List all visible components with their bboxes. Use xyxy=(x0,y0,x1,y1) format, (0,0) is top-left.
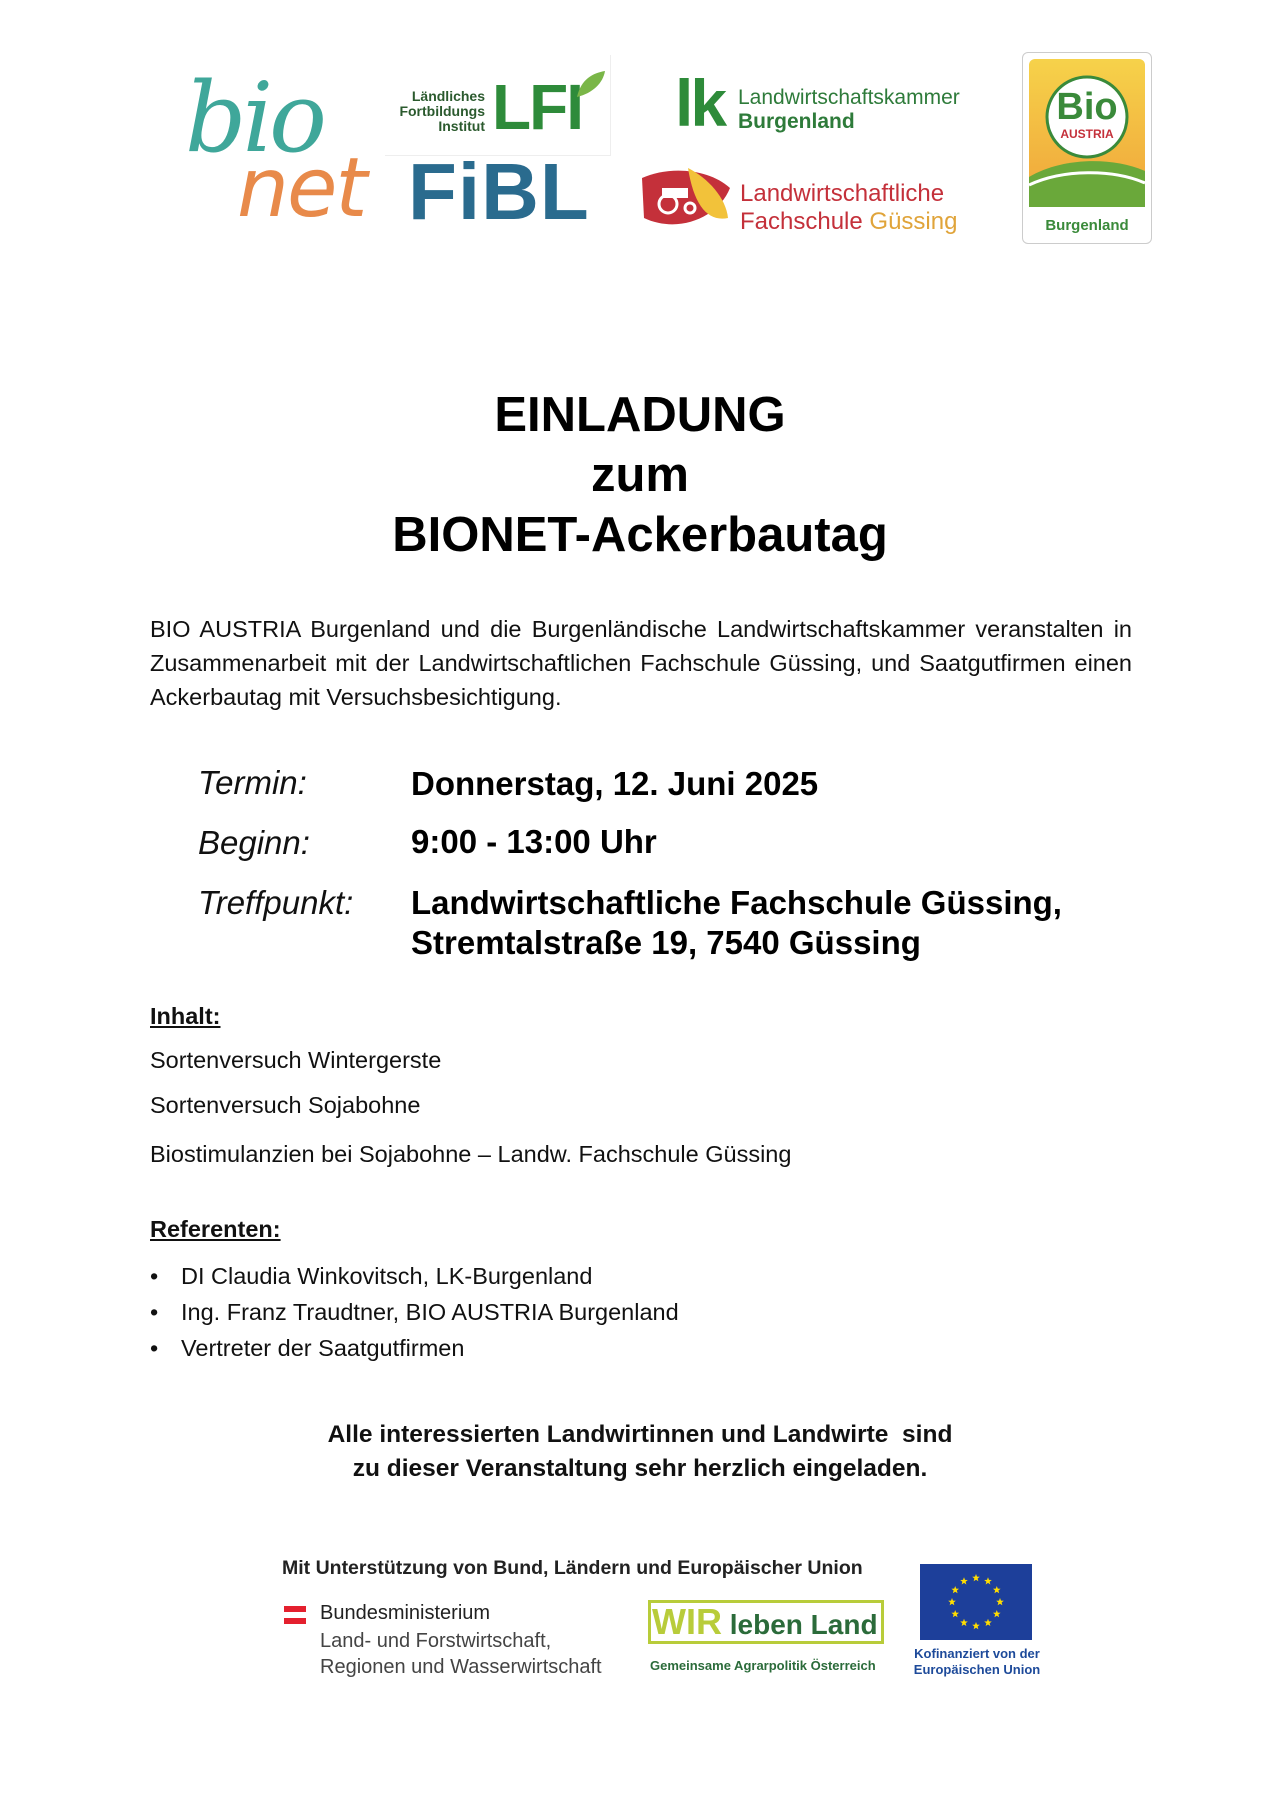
wir-leben-land-logo xyxy=(648,1600,888,1680)
lk-logo-mark: lk xyxy=(675,66,725,140)
inhalt-heading: Inhalt: xyxy=(150,1003,221,1029)
title-line-2: zum xyxy=(591,448,689,502)
lfi-small-line-1: Ländliches xyxy=(411,88,485,104)
lk-logo-line-1: Landwirtschaftskammer xyxy=(738,86,960,109)
page-title xyxy=(0,385,1280,565)
bml-lines xyxy=(320,1628,602,1680)
referent-name: Ing. Franz Traudtner, BIO AUSTRIA Burgenland xyxy=(181,1299,679,1325)
inhalt-item: Sortenversuch Sojabohne xyxy=(150,1092,421,1118)
bio-austria-bio: Bio xyxy=(1056,86,1118,128)
bullet-icon: • xyxy=(150,1299,159,1325)
termin-value: Donnerstag, 12. Juni 2025 xyxy=(411,765,819,802)
intro-paragraph: BIO AUSTRIA Burgenland und die Burgenländische Landwirtschaftskammer veranstalten in Zusammenarbeit mit der Landwirtschaftlichen Fachschule Güssing, und Saatgutfirmen einen Ackerbautag mit Versuchsbesichtigung. xyxy=(150,616,1132,710)
closing-line-2: zu dieser Veranstaltung sehr herzlich eingeladen. xyxy=(352,1455,928,1482)
austria-flag-icon xyxy=(284,1606,306,1624)
lfs-logo-text xyxy=(740,180,957,236)
bullet-icon: • xyxy=(150,1263,159,1289)
wir-word: WIR xyxy=(652,1601,722,1642)
bionet-logo xyxy=(185,62,375,240)
bio-austria-austria: AUSTRIA xyxy=(1060,127,1114,141)
eu-caption xyxy=(912,1646,1042,1678)
lk-logo xyxy=(675,66,975,140)
beginn-label: Beginn: xyxy=(198,824,310,861)
referent-name: DI Claudia Winkovitsch, LK-Burgenland xyxy=(181,1263,593,1289)
eu-caption-line-2: Europäischen Union xyxy=(913,1662,1041,1677)
eu-caption-line-1: Kofinanziert von der xyxy=(914,1646,1040,1661)
eu-logo xyxy=(913,1564,1041,1679)
closing-line-1: Alle interessierten Landwirtinnen und Landwirte sind xyxy=(327,1421,953,1448)
treffpunkt-label: Treffpunkt: xyxy=(198,884,354,921)
referent-name: Vertreter der Saatgutfirmen xyxy=(181,1335,465,1361)
treffpunkt-line-2: Stremtalstraße 19, 7540 Güssing xyxy=(411,924,921,961)
bml-line-3: Regionen und Wasserwirtschaft xyxy=(320,1656,602,1678)
bml-line-1: Bundesministerium xyxy=(320,1602,491,1624)
title-line-1: EINLADUNG xyxy=(494,388,786,442)
bio-austria-badge-icon xyxy=(1023,53,1151,243)
tractor-leaf-icon xyxy=(638,158,734,234)
leben-land-word: leben Land xyxy=(721,1609,878,1640)
lfs-logo-line-2 xyxy=(740,208,957,236)
support-statement: Mit Unterstützung von Bund, Ländern und Europäischer Union xyxy=(282,1557,863,1579)
bml-logo xyxy=(284,1602,644,1692)
inhalt-item: Biostimulanzien bei Sojabohne – Landw. Fachschule Güssing xyxy=(150,1141,792,1167)
referenten-heading: Referenten: xyxy=(150,1216,281,1242)
lfs-logo-guessing: Güssing xyxy=(869,208,958,235)
lfi-logo-subtitle xyxy=(385,89,485,134)
lfi-small-line-3: Institut xyxy=(438,118,485,134)
lfs-logo-fachschule: Fachschule xyxy=(740,208,870,235)
bionet-logo-bio: bio xyxy=(185,62,323,174)
bionet-logo-net: net xyxy=(237,141,366,236)
wir-logo-subtitle: Gemeinsame Agrarpolitik Österreich xyxy=(650,1658,876,1673)
bio-austria-logo xyxy=(1022,52,1152,244)
lfs-logo xyxy=(638,158,978,238)
closing-invitation xyxy=(0,1418,1280,1486)
leaf-icon xyxy=(575,69,607,99)
lfi-logo xyxy=(385,55,611,156)
lfs-logo-line-1: Landwirtschaftliche xyxy=(740,180,945,207)
lk-logo-text xyxy=(738,86,960,134)
termin-label: Termin: xyxy=(198,764,307,801)
beginn-value: 9:00 - 13:00 Uhr xyxy=(411,823,657,860)
title-line-3: BIONET-Ackerbautag xyxy=(392,508,888,562)
bio-austria-region: Burgenland xyxy=(1045,217,1129,234)
treffpunkt-value xyxy=(411,883,1062,963)
treffpunkt-line-1: Landwirtschaftliche Fachschule Güssing, xyxy=(411,884,1062,921)
fibl-logo: FiBL xyxy=(408,147,590,236)
eu-flag-icon xyxy=(920,1564,1032,1640)
wir-logo-text xyxy=(652,1602,878,1645)
lfi-small-line-2: Fortbildungs xyxy=(399,103,485,119)
bml-line-2: Land- und Forstwirtschaft, xyxy=(320,1630,552,1652)
lk-logo-line-2: Burgenland xyxy=(738,110,855,133)
inhalt-item: Sortenversuch Wintergerste xyxy=(150,1047,442,1073)
bullet-icon: • xyxy=(150,1335,159,1361)
lfi-logo-mark: LFI xyxy=(492,71,582,143)
